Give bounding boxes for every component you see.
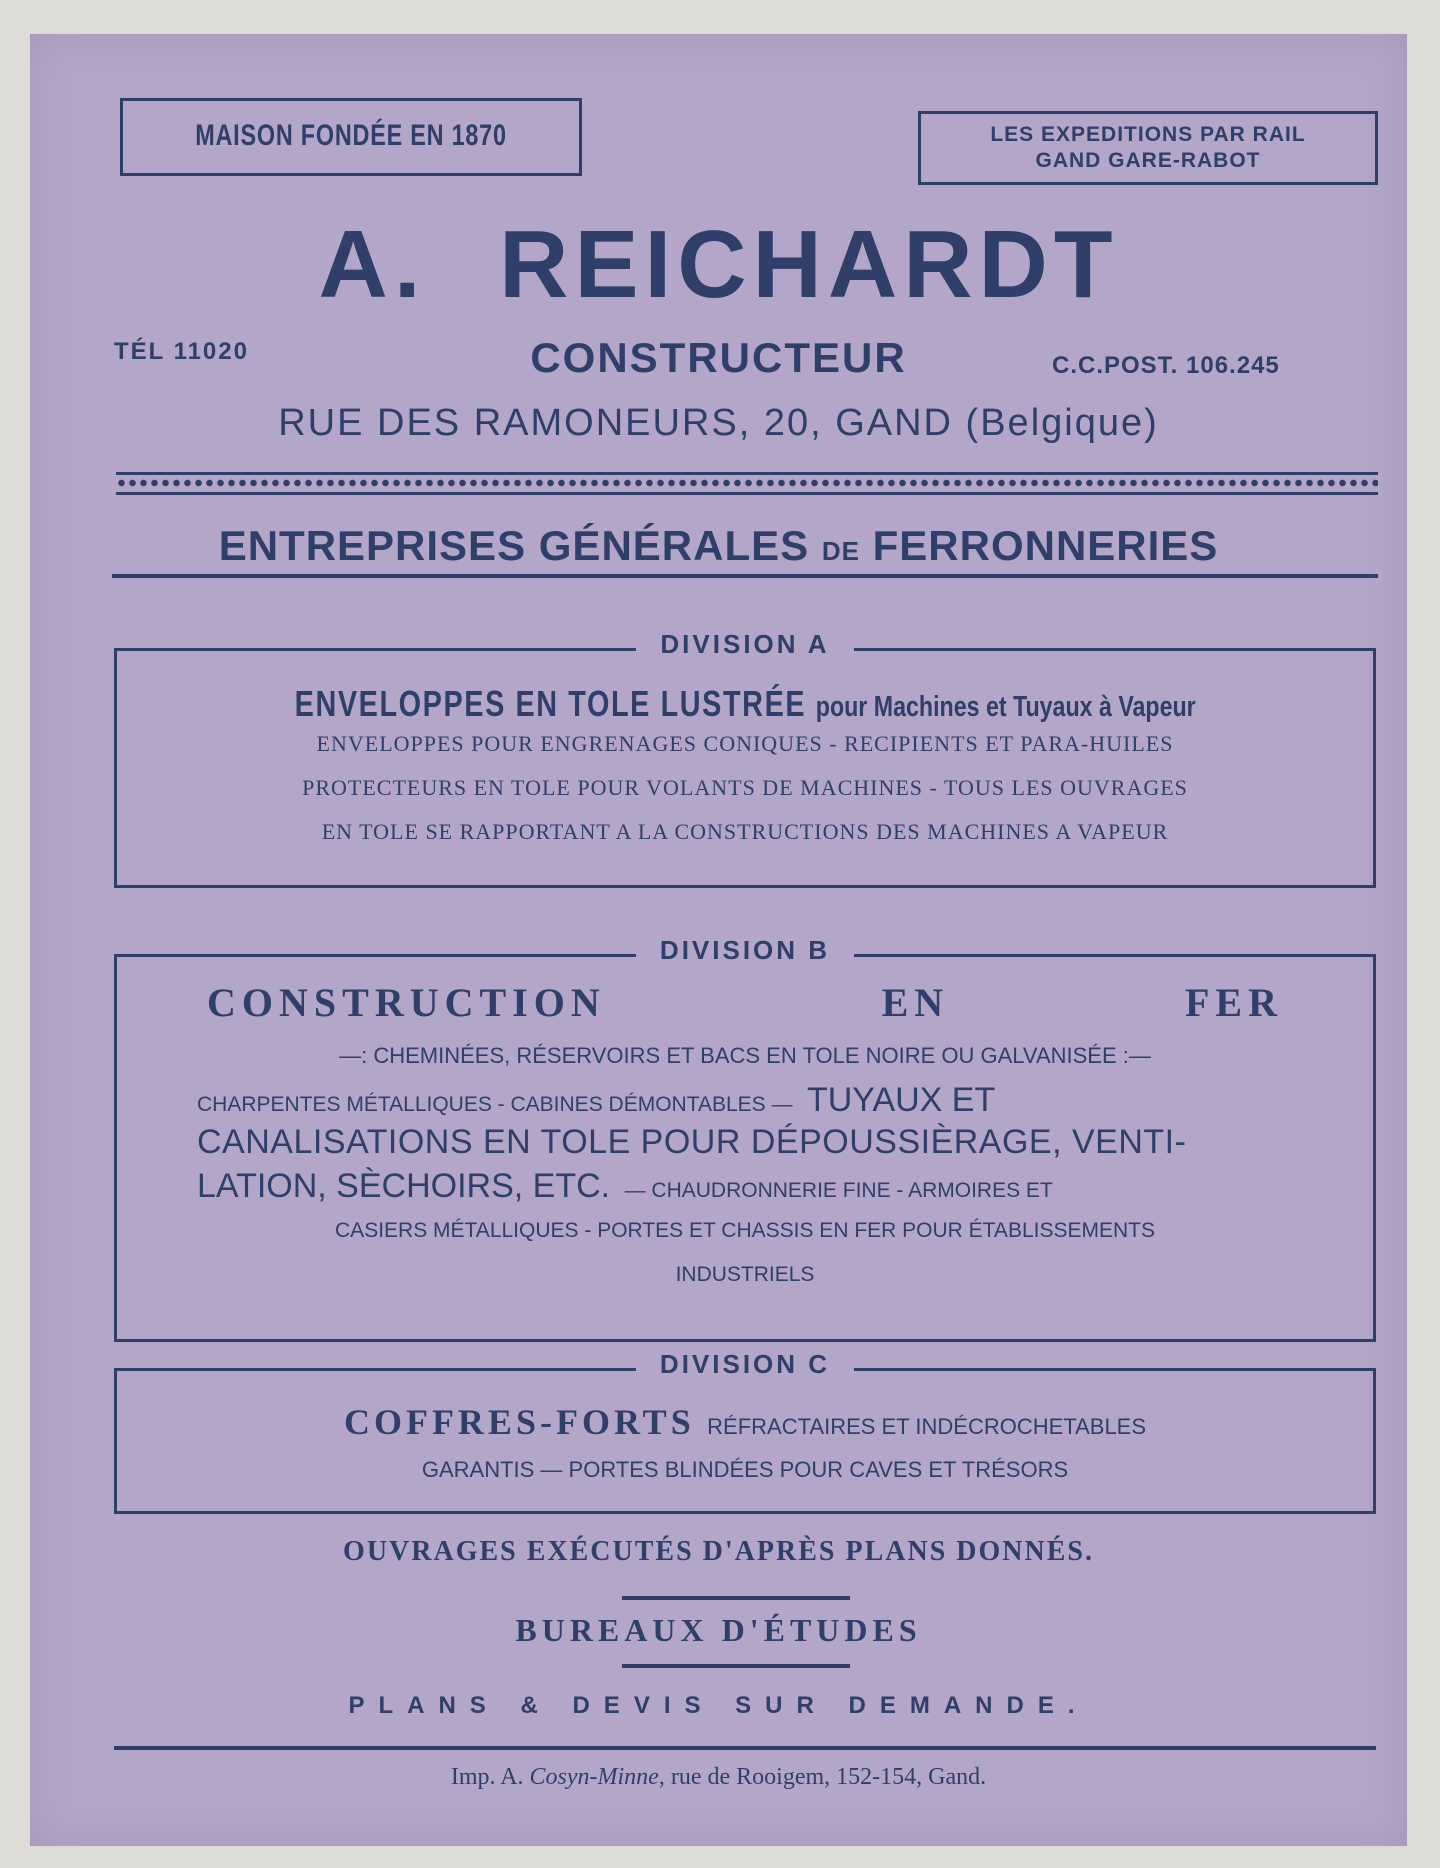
division-a-line-4: EN TOLE SE RAPPORTANT A LA CONSTRUCTIONS DES MACHINES A VAPEUR [321, 819, 1169, 844]
shipping-line-1: LES EXPEDITIONS PAR RAIL [990, 123, 1306, 146]
heading-connector: DE [821, 536, 860, 566]
division-b-line-6: INDUSTRIELS [675, 1263, 815, 1286]
dotted-divider [116, 478, 1378, 488]
division-b-line-3: CANALISATIONS EN TOLE POUR DÉPOUSSIÈRAGE, VENTI- [197, 1123, 1187, 1161]
top-divider-line [116, 472, 1378, 475]
founded-text: MAISON FONDÉE EN 1870 [195, 119, 507, 152]
main-heading [30, 522, 1407, 570]
bottom-divider-line [116, 492, 1378, 495]
division-a-box [114, 629, 1376, 888]
heading-part-1: ENTREPRISES GÉNÉRALES [218, 522, 810, 569]
division-a-line-2: ENVELOPPES POUR ENGRENAGES CONIQUES - RECIPIENTS ET PARA-HUILES [316, 731, 1174, 756]
division-b-box [114, 935, 1376, 1342]
plans-line: PLANS & DEVIS SUR DEMANDE. [348, 1692, 1089, 1719]
bureaux-bottom-rule [622, 1664, 850, 1668]
company-name: A. REICHARDT [318, 211, 1119, 318]
heading-part-2: FERRONNERIES [872, 522, 1219, 569]
address: RUE DES RAMONEURS, 20, GAND (Belgique) [278, 402, 1159, 444]
division-b-line-4: LATION, SÈCHOIRS, ETC. — CHAUDRONNERIE FINE - ARMOIRES ET [197, 1167, 1053, 1205]
division-a-line-3: PROTECTEURS EN TOLE POUR VOLANTS DE MACHINES - TOUS LES OUVRAGES [302, 775, 1188, 800]
division-a-line-1-rest: pour Machines et Tuyaux à Vapeur [815, 691, 1196, 723]
division-b-title: CONSTRUCTION FER EN [207, 980, 1283, 1025]
telephone: TÉL 11020 [114, 338, 249, 365]
profession: CONSTRUCTEUR [530, 334, 907, 381]
shipping-line-2: GAND GARE-RABOT [1035, 149, 1261, 172]
postal-account: C.C.POST. 106.245 [1052, 352, 1280, 379]
bureaux-heading: BUREAUX D'ÉTUDES [515, 1612, 922, 1648]
ouvrages-line: OUVRAGES EXÉCUTÉS D'APRÈS PLANS DONNÉS. [343, 1536, 1094, 1567]
division-a-label: DIVISION A [117, 629, 1373, 660]
division-c-label: DIVISION C [117, 1349, 1373, 1380]
division-b-line-5: CASIERS MÉTALLIQUES - PORTES ET CHASSIS EN FER POUR ÉTABLISSEMENTS [335, 1219, 1155, 1242]
division-a-line-1 [117, 683, 1373, 725]
heading-underline [112, 574, 1378, 578]
division-b-line-1: —: CHEMINÉES, RÉSERVOIRS ET BACS EN TOLE NOIRE OU GALVANISÉE :— [339, 1043, 1151, 1068]
founded-stamp [120, 98, 582, 176]
division-c-box [114, 1349, 1376, 1514]
division-a-line-1-bold: ENVELOPPES EN TOLE LUSTRÉE [294, 683, 807, 724]
letterhead-sheet [30, 34, 1407, 1846]
footer-rule [114, 1746, 1376, 1750]
division-c-line-1: COFFRES-FORTS RÉFRACTAIRES ET INDÉCROCHETABLES [343, 1402, 1147, 1442]
imprint: Imp. A. Cosyn-Minne, rue de Rooigem, 152-154, Gand. [450, 1764, 987, 1790]
division-c-line-2: GARANTIS — PORTES BLINDÉES POUR CAVES ET TRÉSORS [421, 1457, 1069, 1482]
bureaux-top-rule [622, 1596, 850, 1600]
division-b-line-2: CHARPENTES MÉTALLIQUES - CABINES DÉMONTABLES — TUYAUX ET [197, 1081, 996, 1119]
division-b-label: DIVISION B [117, 935, 1373, 966]
shipping-stamp [918, 111, 1378, 185]
